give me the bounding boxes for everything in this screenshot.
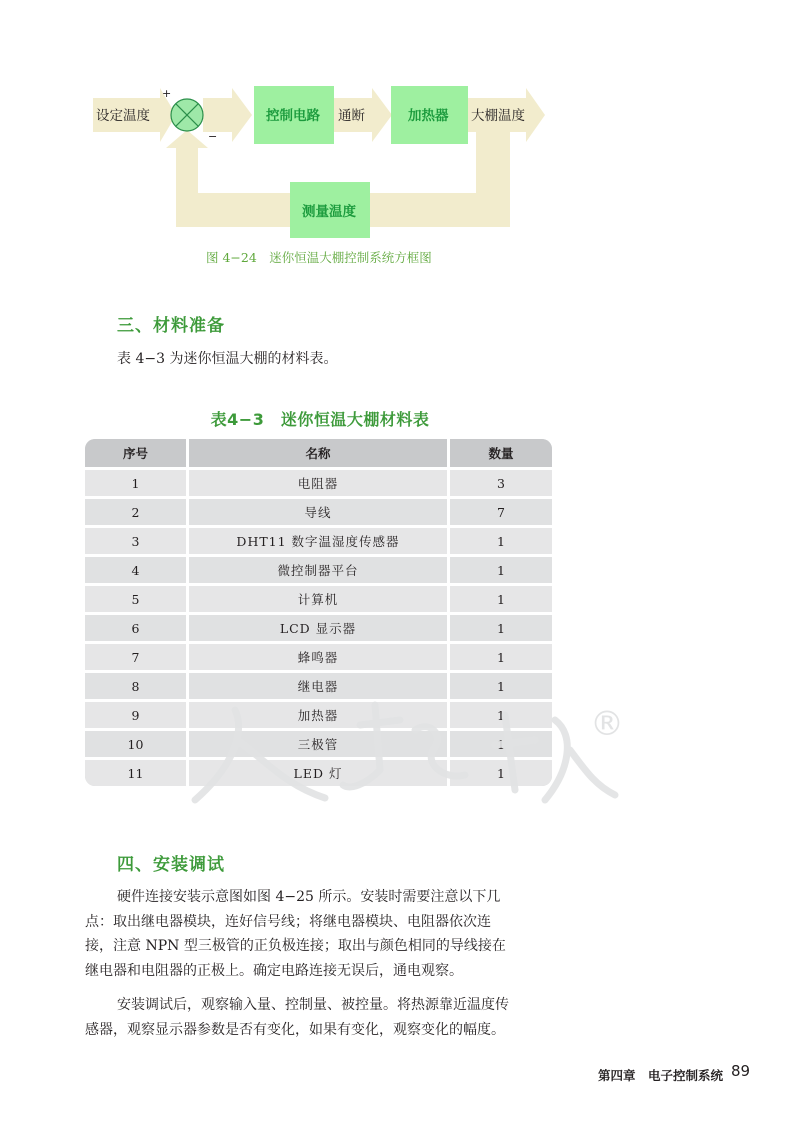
row-index: 11 (85, 757, 186, 786)
input-label: 设定温度 (96, 108, 150, 124)
table-row (85, 641, 552, 670)
materials-table (85, 439, 552, 786)
table-row (85, 496, 552, 525)
switch-label: 通断 (338, 108, 365, 124)
row-index: 1 (85, 467, 186, 496)
table-row (85, 670, 552, 699)
row-index: 10 (85, 728, 186, 757)
row-quantity: 1 (447, 554, 552, 583)
chapter-footer: 第四章 电子控制系统 (598, 1068, 724, 1083)
row-quantity: 1 (447, 699, 552, 728)
row-quantity: 3 (447, 467, 552, 496)
row-quantity: 1 (447, 612, 552, 641)
table-row (85, 757, 552, 786)
row-index: 6 (85, 612, 186, 641)
row-index: 7 (85, 641, 186, 670)
row-quantity: 7 (447, 496, 552, 525)
summing-junction (171, 99, 203, 131)
row-quantity: 1 (447, 641, 552, 670)
row-index: 5 (85, 583, 186, 612)
row-name: 加热器 (186, 699, 447, 728)
row-name: 继电器 (186, 670, 447, 699)
registered-mark: ® (590, 704, 624, 744)
row-quantity: 1 (447, 525, 552, 554)
minus-sign: − (208, 130, 218, 143)
output-label: 大棚温度 (471, 108, 525, 124)
section4-para1-line1: 硬件连接安装示意图如图 4−25 所示。安装时需要注意以下几 (117, 889, 501, 905)
table-header-row (85, 439, 552, 467)
row-index: 4 (85, 554, 186, 583)
controller-label: 控制电路 (266, 108, 320, 124)
section3-intro: 表 4−3 为迷你恒温大棚的材料表。 (117, 351, 338, 367)
row-name: 电阻器 (186, 467, 447, 496)
heater-label: 加热器 (408, 108, 449, 124)
section4-para2-line1: 安装调试后，观察输入量、控制量、被控量。将热源靠近温度传 (117, 997, 509, 1013)
section4-para1-line2: 点：取出继电器模块，连好信号线；将继电器模块、电阻器依次连 (85, 914, 491, 930)
page-number: 89 (731, 1062, 751, 1080)
header-quantity: 数量 (447, 439, 552, 467)
plus-sign: + (162, 87, 172, 100)
row-quantity: 1 (447, 583, 552, 612)
row-quantity: 1 (447, 757, 552, 786)
feedback-up-path (166, 130, 290, 227)
sensor-label: 测量温度 (302, 204, 356, 220)
row-name: 蜂鸣器 (186, 641, 447, 670)
row-index: 8 (85, 670, 186, 699)
table-row (85, 699, 552, 728)
header-name: 名称 (186, 439, 447, 467)
row-name: 计算机 (186, 583, 447, 612)
row-name: 三极管 (186, 728, 447, 757)
control-block-diagram (0, 0, 800, 270)
table-row (85, 728, 552, 757)
table-title: 表4−3 迷你恒温大棚材料表 (210, 410, 430, 429)
table-row (85, 583, 552, 612)
row-index: 2 (85, 496, 186, 525)
row-name: DHT11 数字温湿度传感器 (186, 525, 447, 554)
section4-title: 四、安装调试 (117, 855, 225, 875)
section4-para1-line3: 接，注意 NPN 型三极管的正负极连接；取出与颜色相同的导线接在 (85, 938, 506, 954)
table-row (85, 612, 552, 641)
row-index: 3 (85, 525, 186, 554)
section3-title: 三、材料准备 (117, 316, 225, 336)
row-name: LED 灯 (186, 757, 447, 786)
section4-para1-line4: 继电器和电阻器的正极上。确定电路连接无误后，通电观察。 (85, 963, 463, 979)
row-quantity: 1 (447, 728, 552, 757)
row-index: 9 (85, 699, 186, 728)
table-row (85, 554, 552, 583)
row-quantity: 1 (447, 670, 552, 699)
table-row (85, 525, 552, 554)
section4-para2-line2: 感器，观察显示器参数是否有变化，如果有变化，观察变化的幅度。 (85, 1022, 505, 1038)
row-name: LCD 显示器 (186, 612, 447, 641)
table-row (85, 467, 552, 496)
row-name: 微控制器平台 (186, 554, 447, 583)
figure-caption: 图 4−24 迷你恒温大棚控制系统方框图 (206, 250, 432, 265)
row-name: 导线 (186, 496, 447, 525)
feedback-down-path (350, 132, 510, 237)
header-index: 序号 (85, 439, 186, 467)
